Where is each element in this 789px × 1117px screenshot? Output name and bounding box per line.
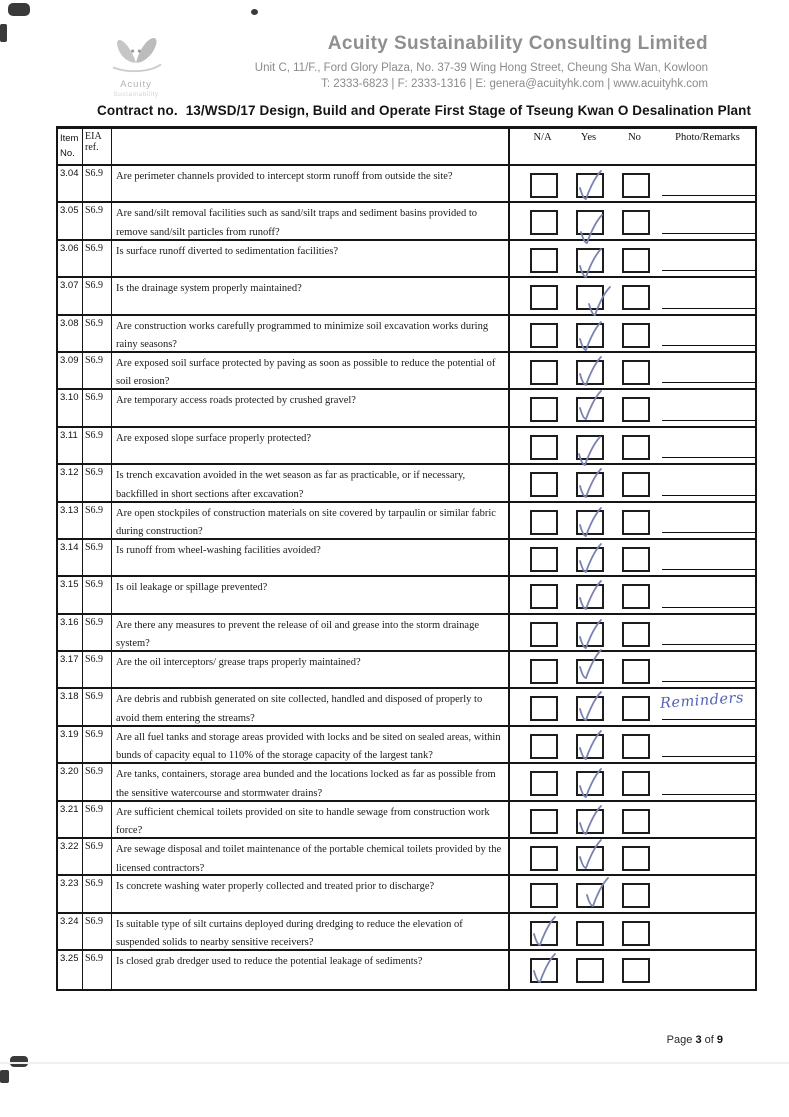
- table-row: [58, 540, 755, 577]
- answer-cell: [510, 465, 756, 500]
- question-text: Is surface runoff diverted to sedimentation facilities?: [112, 241, 510, 276]
- remarks-line: [662, 607, 756, 608]
- answer-cell: [510, 876, 756, 911]
- company-contact: T: 2333-6823 | F: 2333-1316 | E: genera@acuityhk.com | www.acuityhk.com: [321, 78, 708, 90]
- remarks-line: [662, 532, 756, 533]
- item-no: 3.22: [58, 839, 83, 874]
- yes-checkbox[interactable]: [576, 771, 604, 796]
- table-row: [58, 503, 755, 540]
- answer-cell: [510, 802, 756, 837]
- item-no: 3.24: [58, 914, 83, 949]
- eia-ref: S6.9: [83, 316, 112, 351]
- question-text: Is closed grab dredger used to reduce the potential leakage of sediments?: [112, 951, 510, 988]
- no-checkbox[interactable]: [622, 285, 650, 310]
- remarks-line: [662, 420, 756, 421]
- yes-checkbox[interactable]: [576, 360, 604, 385]
- yes-checkbox[interactable]: [576, 173, 604, 198]
- table-row: [58, 203, 755, 240]
- yes-checkbox[interactable]: [576, 921, 604, 946]
- scan-artifact: [0, 1070, 9, 1083]
- eia-ref: S6.9: [83, 540, 112, 575]
- yes-checkbox[interactable]: [576, 696, 604, 721]
- na-checkbox[interactable]: [530, 173, 558, 198]
- eia-ref: S6.9: [83, 241, 112, 276]
- question-text: Are exposed slope surface properly protected?: [112, 428, 510, 463]
- yes-checkbox[interactable]: [576, 210, 604, 235]
- eia-ref: S6.9: [83, 166, 112, 201]
- item-no: 3.25: [58, 951, 83, 988]
- eia-ref: S6.9: [83, 577, 112, 612]
- no-column-header: No: [628, 132, 641, 143]
- na-checkbox[interactable]: [530, 360, 558, 385]
- remarks-line: [662, 345, 756, 346]
- no-checkbox[interactable]: [622, 360, 650, 385]
- no-checkbox[interactable]: [622, 771, 650, 796]
- remarks-line: [662, 308, 756, 309]
- remarks-line: [662, 644, 756, 645]
- answer-cell: [510, 652, 756, 687]
- remarks-line: [662, 270, 756, 271]
- question-text: Are debris and rubbish generated on site collected, handled and disposed of properly to avoid them entering the streams?: [112, 689, 510, 724]
- item-no: 3.14: [58, 540, 83, 575]
- no-checkbox[interactable]: [622, 958, 650, 983]
- table-row: [58, 166, 755, 203]
- yes-checkbox[interactable]: [576, 472, 604, 497]
- question-text: Are the oil interceptors/ grease traps properly maintained?: [112, 652, 510, 687]
- answer-cell: [510, 203, 756, 238]
- table-row: [58, 652, 755, 689]
- answer-cell: [510, 390, 756, 425]
- answer-cell: [510, 764, 756, 799]
- remarks-line: [662, 719, 756, 720]
- question-text: Is the drainage system properly maintained?: [112, 278, 510, 313]
- na-checkbox[interactable]: [530, 547, 558, 572]
- yes-checkbox[interactable]: [576, 846, 604, 871]
- scan-artifact: [0, 24, 7, 42]
- item-no: 3.19: [58, 727, 83, 762]
- no-checkbox[interactable]: [622, 173, 650, 198]
- yes-checkbox[interactable]: [576, 622, 604, 647]
- table-row: [58, 839, 755, 876]
- eia-ref: S6.9: [83, 839, 112, 874]
- company-name: Acuity Sustainability Consulting Limited: [327, 33, 708, 54]
- item-no: 3.16: [58, 615, 83, 650]
- question-text: Are construction works carefully programmed to minimize soil excavation works during rainy seasons?: [112, 316, 510, 351]
- eia-ref: S6.9: [83, 278, 112, 313]
- butterfly-logo-icon: [107, 63, 165, 80]
- remarks-line: [662, 457, 756, 458]
- yes-checkbox[interactable]: [576, 734, 604, 759]
- yes-checkbox[interactable]: [576, 547, 604, 572]
- eia-ref: S6.9: [83, 689, 112, 724]
- table-row: [58, 278, 755, 315]
- no-checkbox[interactable]: [622, 210, 650, 235]
- question-text: Are sufficient chemical toilets provided on site to handle sewage from construction work force?: [112, 802, 510, 837]
- eia-ref: S6.9: [83, 353, 112, 388]
- yes-checkbox[interactable]: [576, 584, 604, 609]
- table-row: [58, 689, 755, 726]
- no-checkbox[interactable]: [622, 696, 650, 721]
- question-text: Is suitable type of silt curtains deployed during dredging to reduce the elevation of suspended solids to nearby sensitive receivers?: [112, 914, 510, 949]
- question-text: Are sand/silt removal facilities such as sand/silt traps and sediment basins provided to remove sand/silt particles from runoff?: [112, 203, 510, 238]
- answer-cell: [510, 577, 756, 612]
- question-text: Are open stockpiles of construction materials on site covered by tarpaulin or similar fabric during construction?: [112, 503, 510, 538]
- na-checkbox[interactable]: [530, 883, 558, 908]
- no-checkbox[interactable]: [622, 397, 650, 422]
- na-checkbox[interactable]: [530, 323, 558, 348]
- na-checkbox[interactable]: [530, 210, 558, 235]
- table-row: [58, 390, 755, 427]
- checklist-table: [56, 126, 757, 991]
- answer-headers: [510, 129, 756, 164]
- question-text: Are perimeter channels provided to intercept storm runoff from outside the site?: [112, 166, 510, 201]
- yes-checkbox[interactable]: [576, 958, 604, 983]
- na-checkbox[interactable]: [530, 958, 558, 983]
- eia-ref: S6.9: [83, 615, 112, 650]
- handwritten-remark: Reminders: [659, 690, 744, 713]
- remarks-line: [662, 756, 756, 757]
- table-row: [58, 876, 755, 913]
- no-checkbox[interactable]: [622, 883, 650, 908]
- na-checkbox[interactable]: [530, 696, 558, 721]
- item-no: 3.17: [58, 652, 83, 687]
- na-column-header: N/A: [533, 132, 552, 143]
- table-row: [58, 764, 755, 801]
- question-text: Is oil leakage or spillage prevented?: [112, 577, 510, 612]
- answer-cell: [510, 689, 756, 724]
- no-checkbox[interactable]: [622, 809, 650, 834]
- no-checkbox[interactable]: [622, 323, 650, 348]
- table-row: [58, 951, 755, 988]
- question-text: Is runoff from wheel-washing facilities avoided?: [112, 540, 510, 575]
- yes-checkbox[interactable]: [576, 285, 604, 310]
- no-checkbox[interactable]: [622, 547, 650, 572]
- item-no-header: Item No.: [58, 129, 83, 164]
- yes-checkbox[interactable]: [576, 397, 604, 422]
- eia-ref: S6.9: [83, 876, 112, 911]
- no-checkbox[interactable]: [622, 510, 650, 535]
- item-no: 3.08: [58, 316, 83, 351]
- eia-ref: S6.9: [83, 503, 112, 538]
- answer-cell: [510, 615, 756, 650]
- eia-ref: S6.9: [83, 390, 112, 425]
- no-checkbox[interactable]: [622, 248, 650, 273]
- na-checkbox[interactable]: [530, 771, 558, 796]
- question-text: Are temporary access roads protected by crushed gravel?: [112, 390, 510, 425]
- eia-ref: S6.9: [83, 914, 112, 949]
- answer-cell: [510, 316, 756, 351]
- answer-cell: [510, 914, 756, 949]
- yes-checkbox[interactable]: [576, 883, 604, 908]
- answer-cell: [510, 353, 756, 388]
- eia-ref: S6.9: [83, 428, 112, 463]
- item-no: 3.15: [58, 577, 83, 612]
- item-no: 3.04: [58, 166, 83, 201]
- remarks-line: [662, 233, 756, 234]
- eia-ref-header: EIA ref.: [83, 129, 112, 164]
- item-no: 3.11: [58, 428, 83, 463]
- item-no: 3.09: [58, 353, 83, 388]
- answer-cell: [510, 540, 756, 575]
- page-number: Page 3 of 9: [666, 1034, 723, 1046]
- eia-ref: S6.9: [83, 652, 112, 687]
- contract-label: Contract no.: [97, 103, 178, 118]
- scan-artifact: [251, 9, 258, 15]
- table-row: [58, 727, 755, 764]
- na-checkbox[interactable]: [530, 472, 558, 497]
- letterhead: [255, 33, 708, 92]
- remarks-line: [662, 794, 756, 795]
- scan-fold-line: [0, 1062, 789, 1064]
- question-text: Are sewage disposal and toilet maintenance of the portable chemical toilets provided by the licensed contractors?: [112, 839, 510, 874]
- no-checkbox[interactable]: [622, 846, 650, 871]
- na-checkbox[interactable]: [530, 921, 558, 946]
- yes-checkbox[interactable]: [576, 809, 604, 834]
- no-checkbox[interactable]: [622, 584, 650, 609]
- item-no: 3.21: [58, 802, 83, 837]
- answer-cell: [510, 503, 756, 538]
- table-row: [58, 577, 755, 614]
- remarks-line: [662, 495, 756, 496]
- question-text: Are all fuel tanks and storage areas provided with locks and be sited on sealed areas, within bunds of capacity equal to 110% of the storage capacity of the largest tank?: [112, 727, 510, 762]
- na-checkbox[interactable]: [530, 285, 558, 310]
- na-checkbox[interactable]: [530, 584, 558, 609]
- answer-cell: [510, 241, 756, 276]
- na-checkbox[interactable]: [530, 397, 558, 422]
- na-checkbox[interactable]: [530, 809, 558, 834]
- table-body: [58, 166, 755, 989]
- table-row: [58, 241, 755, 278]
- eia-ref: S6.9: [83, 203, 112, 238]
- remarks-line: [662, 382, 756, 383]
- yes-column-header: Yes: [580, 132, 597, 143]
- no-checkbox[interactable]: [622, 435, 650, 460]
- question-text: Is concrete washing water properly collected and treated prior to discharge?: [112, 876, 510, 911]
- answer-cell: [510, 951, 756, 988]
- question-text: Are exposed soil surface protected by paving as soon as possible to reduce the potential of soil erosion?: [112, 353, 510, 388]
- eia-ref: S6.9: [83, 764, 112, 799]
- answer-cell: [510, 727, 756, 762]
- no-checkbox[interactable]: [622, 921, 650, 946]
- table-row: [58, 465, 755, 502]
- contract-name: 13/WSD/17 Design, Build and Operate First Stage of Tseung Kwan O Desalination Plant: [185, 103, 752, 118]
- remarks-line: [662, 195, 756, 196]
- table-row: [58, 353, 755, 390]
- item-no: 3.07: [58, 278, 83, 313]
- table-row: [58, 802, 755, 839]
- item-no: 3.13: [58, 503, 83, 538]
- item-no: 3.10: [58, 390, 83, 425]
- no-checkbox[interactable]: [622, 734, 650, 759]
- item-no: 3.23: [58, 876, 83, 911]
- item-no: 3.06: [58, 241, 83, 276]
- yes-checkbox[interactable]: [576, 435, 604, 460]
- item-no: 3.12: [58, 465, 83, 500]
- yes-checkbox[interactable]: [576, 510, 604, 535]
- eia-ref: S6.9: [83, 802, 112, 837]
- no-checkbox[interactable]: [622, 472, 650, 497]
- question-text: Is trench excavation avoided in the wet season as far as practicable, or if necessary, backfilled in short sections after excavation?: [112, 465, 510, 500]
- question-header: [112, 129, 510, 164]
- na-checkbox[interactable]: [530, 659, 558, 684]
- question-text: Are there any measures to prevent the release of oil and grease into the storm drainage system?: [112, 615, 510, 650]
- yes-checkbox[interactable]: [576, 248, 604, 273]
- na-checkbox[interactable]: [530, 734, 558, 759]
- yes-checkbox[interactable]: [576, 323, 604, 348]
- table-row: [58, 914, 755, 951]
- contract-title: [97, 103, 751, 118]
- logo-brand-text: Acuity: [120, 79, 152, 90]
- answer-cell: [510, 166, 756, 201]
- remarks-line: [662, 569, 756, 570]
- scan-artifact: [8, 3, 30, 16]
- eia-ref: S6.9: [83, 465, 112, 500]
- eia-ref: S6.9: [83, 727, 112, 762]
- no-checkbox[interactable]: [622, 659, 650, 684]
- table-row: [58, 615, 755, 652]
- answer-cell: [510, 428, 756, 463]
- table-row: [58, 428, 755, 465]
- na-checkbox[interactable]: [530, 510, 558, 535]
- answer-cell: [510, 278, 756, 313]
- photo-remarks-column-header: Photo/Remarks: [675, 132, 740, 143]
- logo-tagline-text: Sustainability: [113, 91, 159, 98]
- na-checkbox[interactable]: [530, 248, 558, 273]
- na-checkbox[interactable]: [530, 846, 558, 871]
- na-checkbox[interactable]: [530, 622, 558, 647]
- remarks-line: [662, 681, 756, 682]
- company-address: Unit C, 11/F., Ford Glory Plaza, No. 37-39 Wing Hong Street, Cheung Sha Wan, Kowloon: [254, 62, 708, 74]
- eia-ref: S6.9: [83, 951, 112, 988]
- yes-checkbox[interactable]: [576, 659, 604, 684]
- table-row: [58, 316, 755, 353]
- item-no: 3.20: [58, 764, 83, 799]
- company-logo: [103, 28, 169, 98]
- item-no: 3.18: [58, 689, 83, 724]
- na-checkbox[interactable]: [530, 435, 558, 460]
- table-header-row: [58, 129, 755, 166]
- no-checkbox[interactable]: [622, 622, 650, 647]
- question-text: Are tanks, containers, storage area bunded and the locations locked as far as possible from the sensitive watercourse and stormwater drains?: [112, 764, 510, 799]
- item-no: 3.05: [58, 203, 83, 238]
- answer-cell: [510, 839, 756, 874]
